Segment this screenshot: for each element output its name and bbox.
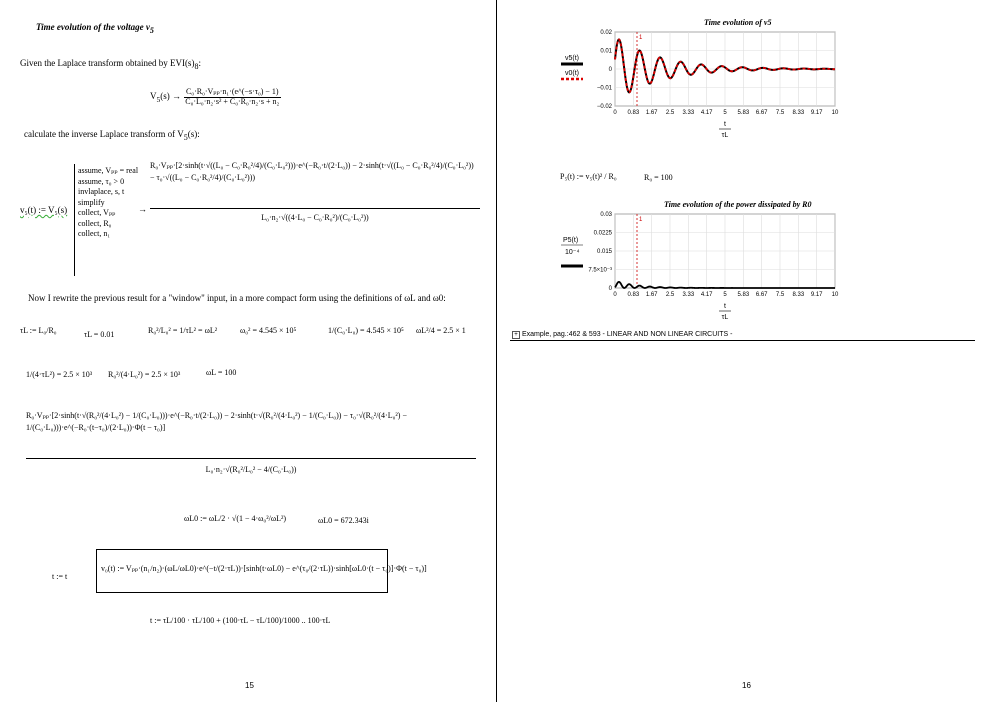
x-tick-label: 4.17 — [700, 292, 713, 298]
x-axis-label-num: t — [724, 121, 726, 128]
omegaL-value: ωL = 100 — [206, 368, 237, 377]
marker-label: 1 — [639, 217, 643, 223]
p5-def: P₅(t) := v₅(t)² / R₀ — [560, 172, 617, 181]
command-list: assume, Vₚₚ = real assume, τ₀ > 0 invlaplace, s, t simplify collect, Vₚₚ collect, R₀ collect, n₁ — [78, 166, 139, 238]
x-tick-label: 5.83 — [737, 292, 750, 298]
page-divider — [496, 0, 497, 702]
y-tick-label: 0.02 — [600, 30, 612, 36]
tauL-def: τL := L₀/R₀ — [20, 326, 57, 335]
v5-chart — [535, 26, 845, 146]
y-tick-label: 7.5×10⁻³ — [588, 267, 612, 274]
x-tick-label: 2.5 — [665, 110, 675, 116]
x-tick-label: 6.67 — [755, 110, 768, 116]
inverse-result: R₀·Vₚₚ·[2·sinh(t·√((L₀ − C₀·R₀²/4)/(C₀·L₀²)))·e^(−R₀·t/(2·L₀)) − 2·sinh(t·√((L₀ − C₀·R₀²/4)/(C₀·L₀²)) − τ₀·√((L₀ − C₀·R₀²/4)/(C₀·L₀²))) L₀·n₂·√((4·L₀ − C₀·R₀²)/(C₀·L₀²)) — [150, 160, 480, 222]
window-formula: R₀·Vₚₚ·[2·sinh(t·√(R₀²/(4·L₀²) − 1/(C₀·L₀)))·e^(−R₀·t/(2·L₀)) − 2·sinh(t·√(R₀²/(4·L₀²) − 1/(C₀·L₀)) − τ₀·√(R₀²/(4·L₀²) − 1/(C₀·L₀)))·e^(−R₀·(t−τ₀)/(2·L₀))·Φ(t − τ₀)] L₀·n₂·√(R₀²/L₀² − 4/(C₀·L₀)) — [26, 410, 476, 474]
x-axis-label-den: τL — [721, 314, 729, 321]
chart1-title: Time evolution of v5 — [704, 18, 772, 27]
x-axis-label-den: τL — [721, 132, 729, 139]
expand-icon[interactable]: + — [512, 331, 520, 339]
x-tick-label: 10 — [831, 292, 839, 298]
y-tick-label: −0.01 — [596, 85, 612, 92]
legend-p5-den: 10⁻⁴ — [565, 249, 580, 256]
x-tick-label: 5 — [723, 110, 727, 116]
y-tick-label: 0.01 — [600, 48, 612, 55]
footer-rule — [510, 340, 975, 341]
x-tick-label: 0 — [613, 292, 617, 298]
x-axis-label-num: t — [724, 303, 726, 310]
x-tick-label: 9.17 — [810, 110, 823, 116]
x-tick-label: 0 — [613, 110, 617, 116]
range-def: t := τL/100 · τL/100 + (100·τL − τL/100)/1000 .. 100·τL — [150, 616, 331, 625]
x-tick-label: 5.83 — [737, 110, 750, 116]
chart2-title: Time evolution of the power dissipated by R0 — [664, 200, 812, 209]
plot-area — [561, 212, 839, 321]
omegaL0-result: ωL0 = 672.343i — [318, 516, 369, 525]
y-tick-label: −0.02 — [596, 104, 612, 110]
vs-formula: $V_5(s)$ → $\frac{\text{C₀·R₀·Vₚₚ·n₁·(e\textasciicircum{}(−s·τ₀) − 1)}}{\text{C₀·L₀·n₂·s² + C₀·R₀·n₂·s + n₂}}$ — [150, 87, 280, 106]
y-tick-label: 0.0225 — [593, 230, 612, 237]
x-tick-label: 10 — [831, 110, 839, 116]
y-tick-label: 0.03 — [600, 212, 612, 218]
y-tick-label: 0 — [608, 67, 612, 73]
rewrite-text: Now I rewrite the previous result for a "window" input, in a more compact form using the definitions of ωL and ω0: — [28, 293, 446, 303]
inverse-lhs: v₅(t) := V₅(s) — [20, 205, 68, 215]
legend-v5: v5(t) — [565, 55, 579, 62]
x-tick-label: 7.5 — [775, 292, 785, 298]
inv-CL-value: 1/(C₀·L₀) = 4.545 × 10⁵ — [328, 326, 404, 335]
marker-label: 1 — [639, 35, 643, 41]
x-tick-label: 0.83 — [627, 292, 640, 298]
x-tick-label: 1.67 — [645, 110, 658, 116]
y-tick-label: 0 — [608, 286, 612, 292]
x-tick-label: 0.83 — [627, 110, 640, 116]
command-bracket — [74, 164, 75, 276]
plot-area — [561, 30, 839, 139]
p5-chart — [535, 208, 845, 328]
t-def: t := t — [52, 572, 68, 581]
section-heading: Time evolution of the voltage $v_5$ — [36, 22, 154, 35]
x-tick-label: 5 — [723, 292, 727, 298]
r0-value: R₀ = 100 — [644, 173, 673, 182]
intro-text: Given the Laplace transform obtained by $EVI(s)_8$: — [20, 58, 201, 71]
omegaL0-def: ωL0 := ωL/2 · √(1 − 4·ω₀²/ωL²) — [184, 514, 287, 523]
calc-text: calculate the inverse Laplace transform of $V_5(s)$: — [24, 129, 200, 142]
omega0-value: ω₀² = 4.545 × 10⁵ — [240, 326, 297, 335]
v0-def-box: v₀(t) := Vₚₚ·(n₁/n₂)·(ωL/ωL0)·e^(−t/(2·τL))·[sinh(t·ωL0) − e^(τ₀/(2·τL))·sinh[ωL0·(t − τ₀)]·Φ(t − τ₀)] — [96, 549, 388, 593]
tauL-value: τL = 0.01 — [84, 330, 115, 339]
y-tick-label: 0.015 — [596, 249, 612, 255]
omegaL-def: R₀²/L₀² = 1/τL² = ωL² — [148, 326, 218, 335]
x-tick-label: 7.5 — [775, 110, 785, 116]
R2-4L2-value: R₀²/(4·L₀²) = 2.5 × 10³ — [108, 370, 181, 379]
page-number-right: 16 — [742, 681, 751, 690]
footer-link[interactable]: + Example, pag.:462 & 593 - LINEAR AND NON LINEAR CIRCUITS - — [512, 331, 732, 339]
legend-v0: v0(t) — [565, 70, 579, 77]
x-tick-label: 1.67 — [645, 292, 658, 298]
x-tick-label: 8.33 — [792, 110, 805, 116]
page-number-left: 15 — [245, 681, 254, 690]
x-tick-label: 3.33 — [682, 110, 695, 116]
x-tick-label: 6.67 — [755, 292, 768, 298]
x-tick-label: 2.5 — [665, 292, 675, 298]
legend-p5-num: P5(t) — [563, 237, 579, 244]
x-tick-label: 8.33 — [792, 292, 805, 298]
x-tick-label: 4.17 — [700, 110, 713, 116]
x-tick-label: 3.33 — [682, 292, 695, 298]
inv4tau-value: 1/(4·τL²) = 2.5 × 10³ — [26, 370, 93, 379]
x-tick-label: 9.17 — [810, 292, 823, 298]
arrow: → — [138, 204, 147, 214]
omegaL4-value: ωL²/4 = 2.5 × 1 — [416, 326, 466, 335]
